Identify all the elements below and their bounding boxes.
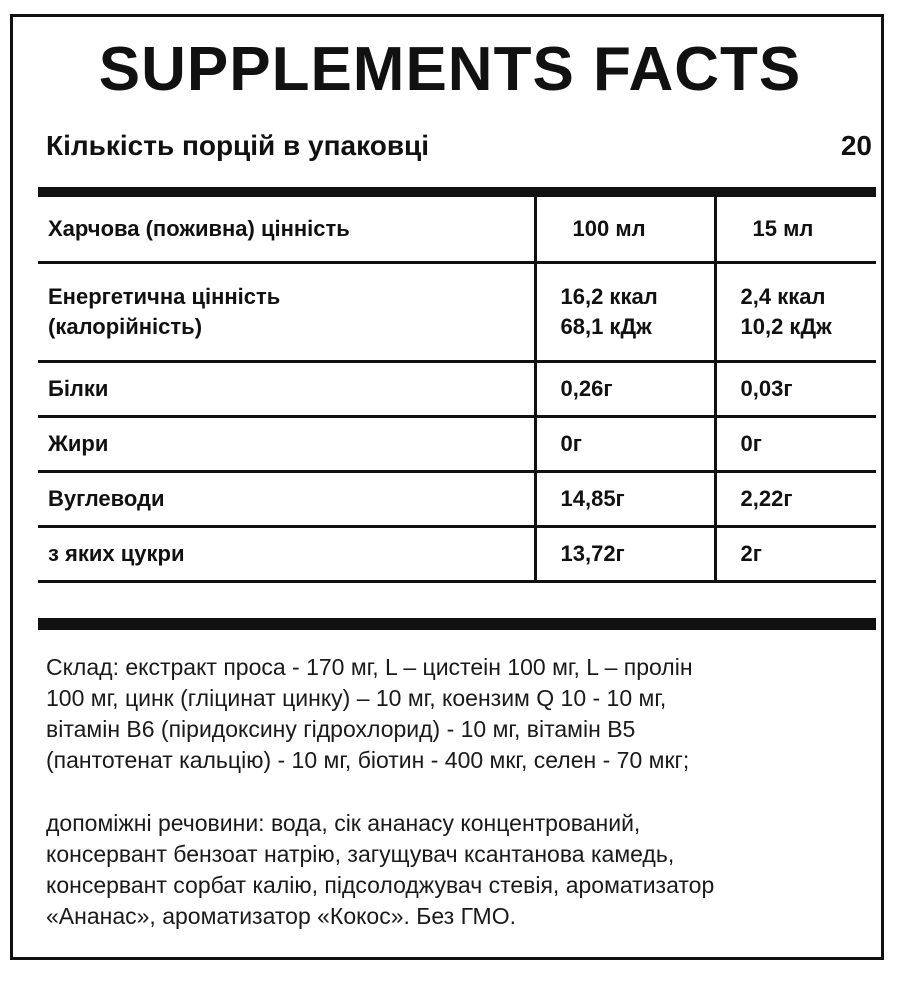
nutrition-table <box>38 197 876 583</box>
row-value-100ml: 14,85г <box>535 472 715 527</box>
row-label: Білки <box>38 362 535 417</box>
energy-label <box>38 263 535 362</box>
row-value-15ml: 2г <box>715 527 876 582</box>
excipients-line: «Ананас», ароматизатор «Кокос». Без ГМО. <box>46 903 516 929</box>
top-divider-bar <box>38 187 876 197</box>
servings-label: Кількість порцій в упаковці <box>46 130 430 161</box>
row-label: з яких цукри <box>38 527 535 582</box>
row-value-100ml: 13,72г <box>535 527 715 582</box>
header-col-100ml: 100 мл <box>535 197 715 263</box>
energy-col-15ml <box>715 263 876 362</box>
energy-100ml-kcal: 16,2 ккал <box>560 284 658 309</box>
table-row-energy <box>38 263 876 362</box>
header-col-15ml: 15 мл <box>715 197 876 263</box>
composition-paragraph <box>46 652 876 776</box>
energy-label-line1: Енергетична цінність <box>48 284 281 309</box>
composition-line: 100 мг, цинк (гліцинат цинку) – 10 мг, коензим Q 10 - 10 мг, <box>46 685 667 711</box>
energy-col-100ml <box>535 263 715 362</box>
composition-line: вітамін В6 (піридоксину гідрохлорид) - 10 мг, вітамін В5 <box>46 716 636 742</box>
energy-label-line2: (калорійність) <box>48 314 203 339</box>
table-row <box>38 472 876 527</box>
table-row <box>38 417 876 472</box>
table-row <box>38 527 876 582</box>
composition-line: Склад: екстракт проса - 170 мг, L – цистеін 100 мг, L – пролін <box>46 654 693 680</box>
excipients-paragraph <box>46 808 876 932</box>
row-value-100ml: 0г <box>535 417 715 472</box>
energy-100ml-kj: 68,1 кДж <box>560 314 652 339</box>
table-header-row <box>38 197 876 263</box>
row-value-15ml: 0г <box>715 417 876 472</box>
table-row <box>38 362 876 417</box>
servings-row <box>46 128 872 164</box>
servings-value: 20 <box>840 130 872 161</box>
energy-15ml-kj: 10,2 кДж <box>740 314 832 339</box>
composition-block <box>46 652 876 964</box>
row-value-15ml: 0,03г <box>715 362 876 417</box>
excipients-line: консервант бензоат натрію, загущувач ксантанова камедь, <box>46 841 675 867</box>
composition-line: (пантотенат кальцію) - 10 мг, біотин - 400 мкг, селен - 70 мкг; <box>46 747 690 773</box>
row-label: Жири <box>38 417 535 472</box>
row-value-100ml: 0,26г <box>535 362 715 417</box>
header-label: Харчова (поживна) цінність <box>38 197 535 263</box>
excipients-line: допоміжні речовини: вода, сік ананасу концентрований, <box>46 810 641 836</box>
energy-15ml-kcal: 2,4 ккал <box>740 284 826 309</box>
middle-divider-bar <box>38 618 876 630</box>
excipients-line: консервант сорбат калію, підсолоджувач стевія, ароматизатор <box>46 872 715 898</box>
page-title: SUPPLEMENTS FACTS <box>98 35 802 104</box>
row-label: Вуглеводи <box>38 472 535 527</box>
row-value-15ml: 2,22г <box>715 472 876 527</box>
